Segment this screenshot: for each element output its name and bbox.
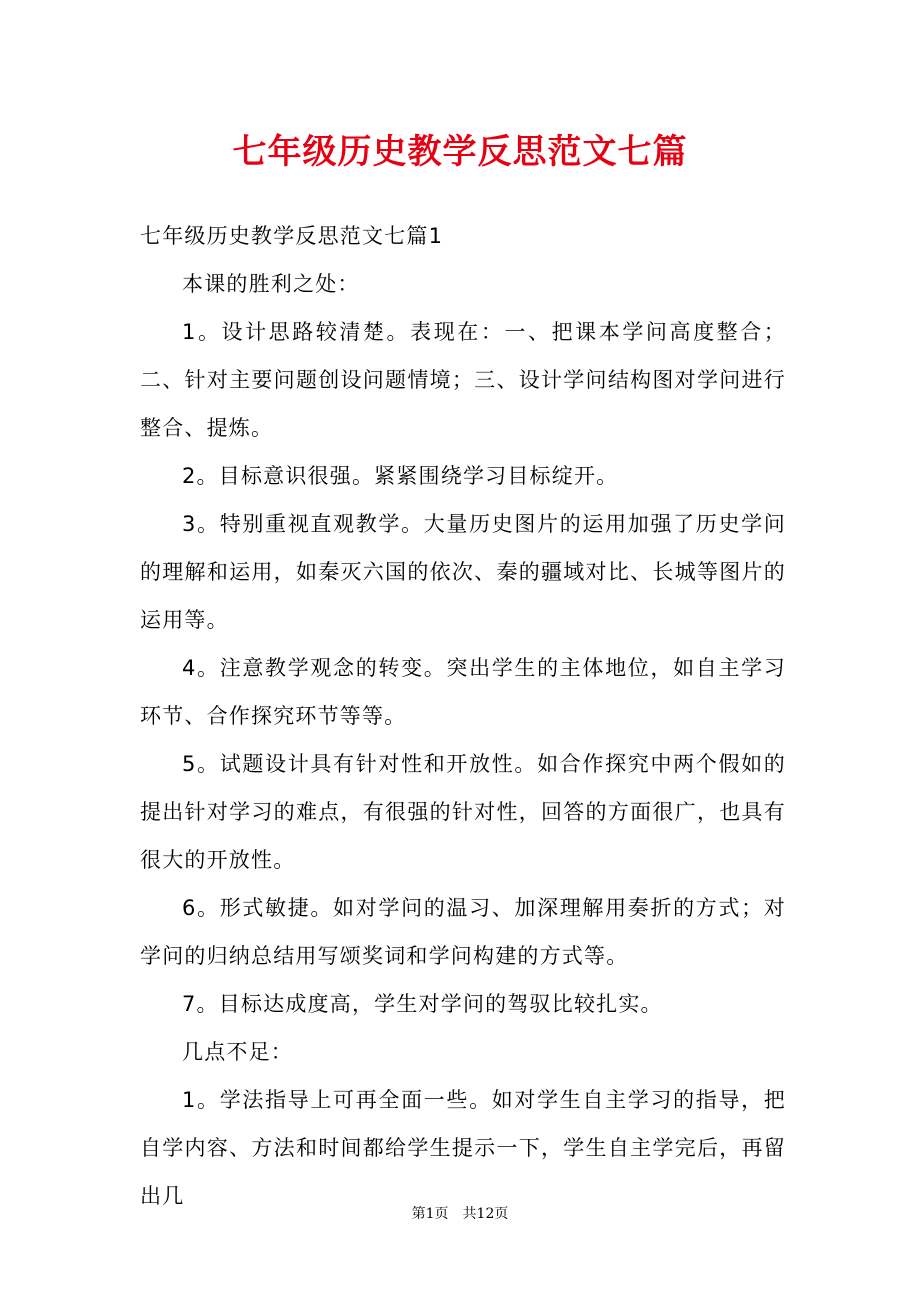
paragraph: 7。目标达成度高，学生对学问的驾驭比较扎实。 <box>182 992 663 1016</box>
paragraph: 几点不足： <box>182 1040 293 1064</box>
document-title: 七年级历史教学反思范文七篇 <box>232 132 688 172</box>
paragraph: 本课的胜利之处： <box>182 272 360 296</box>
paragraph: 2。目标意识很强。紧紧围绕学习目标绽开。 <box>182 464 619 488</box>
page-footer <box>0 1204 920 1224</box>
paragraph: 1。学法指导上可再全面一些。如对学生自主学习的指导，把自学内容、方法和时间都给学生提示一下，学生自主学完后，再留出几 <box>140 1088 786 1208</box>
page-number: 第1页 <box>411 1206 449 1222</box>
paragraph: 3。特别重视直观教学。大量历史图片的运用加强了历史学问的理解和运用，如秦灭六国的依次、秦的疆域对比、长城等图片的运用等。 <box>140 512 786 632</box>
paragraph: 6。形式敏捷。如对学问的温习、加深理解用奏折的方式；对学问的归纳总结用写颂奖词和学问构建的方式等。 <box>140 896 786 968</box>
section-subheading: 七年级历史教学反思范文七篇1 <box>140 224 444 248</box>
paragraph: 4。注意教学观念的转变。突出学生的主体地位，如自主学习环节、合作探究环节等等。 <box>140 656 786 728</box>
document-body <box>140 212 786 1220</box>
paragraph: 1。设计思路较清楚。表现在：一、把课本学问高度整合；二、针对主要问题创设问题情境；三、设计学问结构图对学问进行整合、提炼。 <box>140 320 786 440</box>
paragraph: 5。试题设计具有针对性和开放性。如合作探究中两个假如的提出针对学习的难点，有很强的针对性，回答的方面很广，也具有很大的开放性。 <box>140 752 786 872</box>
page-total: 共12页 <box>462 1206 509 1222</box>
